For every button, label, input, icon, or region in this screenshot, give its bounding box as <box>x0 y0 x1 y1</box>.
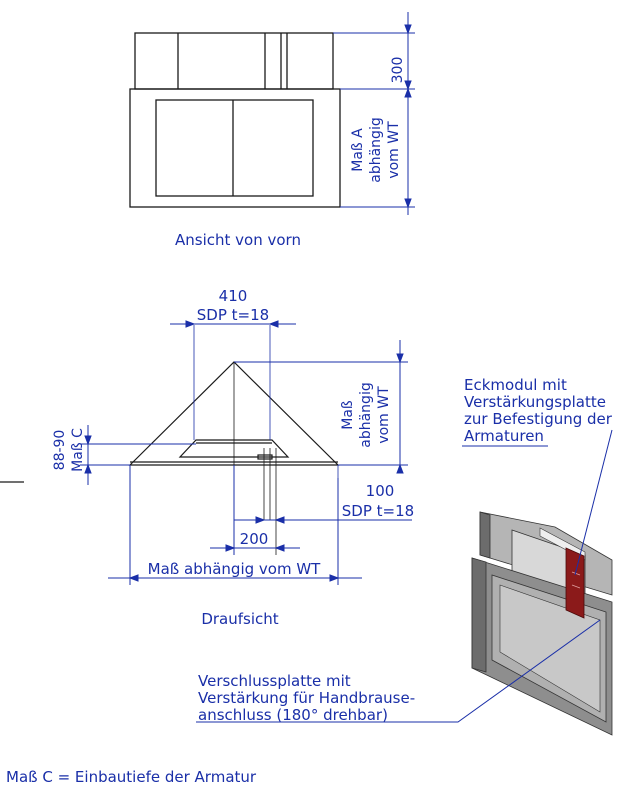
corner-module-3d <box>472 512 612 735</box>
front-panel <box>156 100 313 196</box>
eckmodul-line3: zur Befestigung der <box>464 410 612 428</box>
mass-height-label <box>340 382 392 447</box>
reinforcement-plate <box>566 548 584 618</box>
sdp-right-label: SDP t=18 <box>341 502 415 520</box>
dim-410-label: 410 <box>218 287 248 305</box>
mass-bottom-label: Maß abhängig vom WT <box>147 560 321 578</box>
front-upper-box <box>135 33 333 89</box>
eckmodul-line4: Armaturen <box>464 427 544 445</box>
front-view-caption: Ansicht von vorn <box>175 231 301 249</box>
mass-a-line2: abhängig <box>368 117 384 183</box>
verschluss-line1: Verschlussplatte mit <box>198 672 351 690</box>
dim-100-label: 100 <box>365 482 395 500</box>
mass-height-line3: vom WT <box>376 386 392 444</box>
front-dimensions <box>333 12 415 215</box>
mass-c-label: Maß C <box>70 428 86 472</box>
mass-a-line1: Maß A <box>350 128 366 172</box>
dim-300-label: 300 <box>390 56 406 84</box>
front-lower-box <box>130 89 340 207</box>
mass-a-label <box>350 117 402 182</box>
verschluss-line2: Verstärkung für Handbrause- <box>198 689 416 707</box>
eckmodul-line2: Verstärkungsplatte <box>464 393 606 411</box>
front-view <box>130 33 340 207</box>
mass-height-line2: abhängig <box>358 382 374 448</box>
dim-88-90-label: 88-90 <box>52 429 68 471</box>
dim-200-label: 200 <box>239 530 269 548</box>
verschluss-line3: anschluss (180° drehbar) <box>198 706 388 724</box>
mass-a-line3: vom WT <box>386 121 402 179</box>
sdp-top-label: SDP t=18 <box>196 306 270 324</box>
eckmodul-line1: Eckmodul mit <box>464 376 567 394</box>
top-view-caption: Draufsicht <box>201 610 279 628</box>
footnote: Maß C = Einbautiefe der Armatur <box>6 768 257 786</box>
mass-height-line1: Maß <box>340 400 356 430</box>
